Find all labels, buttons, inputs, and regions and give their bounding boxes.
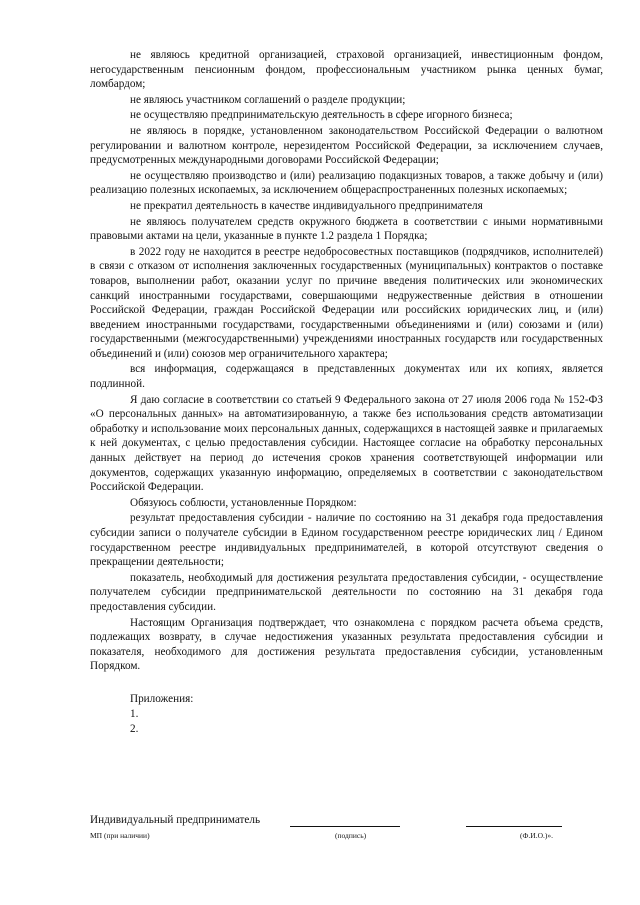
paragraph: вся информация, содержащаяся в представленных документах или их копиях, является подлинной. bbox=[90, 363, 603, 391]
fio-caption: (Ф.И.О.)». bbox=[520, 831, 554, 840]
signature-line bbox=[290, 826, 400, 827]
paragraph: не являюсь получателем средств окружного бюджета в соответствии с иными нормативными правовыми актами на цели, указанные в пункте 1.2 раздела 1 Порядка; bbox=[90, 215, 603, 243]
paragraph: не осуществляю предпринимательскую деятельность в сфере игорного бизнеса; bbox=[130, 109, 513, 122]
fio-line bbox=[466, 826, 562, 827]
paragraph: результат предоставления субсидии - наличие по состоянию на 31 декабря года предоставления субсидии записи о получателе субсидии в Едином государственном реестре юридических лиц / Едином государственном реестре индивидуальных предпринимателей, в которой отсутствуют сведения о прекращении деятельности; bbox=[90, 512, 603, 569]
attachments-title: Приложения: bbox=[130, 692, 194, 705]
paragraph: не являюсь кредитной организацией, страховой организацией, инвестиционным фондом, негосударственным пенсионным фондом, профессиональным участником рынка ценных бумаг, ломбардом; bbox=[90, 49, 603, 91]
paragraph: не являюсь в порядке, установленном законодательством Российской Федерации о валютном регулировании и валютном контроле, нерезидентом Российской Федерации, за исключением случаев, предусмотренных международными договорами Российской Федерации; bbox=[90, 124, 603, 167]
attachment-item: 1. bbox=[130, 707, 139, 720]
paragraph: в 2022 году не находится в реестре недобросовестных поставщиков (подрядчиков, исполнителей) в связи с отказом от исполнения заключенных государственных (муниципальных) контрактов о поставке товаров, выполнении работ, оказании услуг по причине введения политических или экономических санкций иностранными государствами, совершающими недружественные действия в отношении Российской Федерации, граждан Российской Федерации или российских юридических лиц, и (или) введением иностранными государствами, государственными объединениями и (или) союзами и (или) государственными (межгосударственными) учреждениями иностранных государств или государственных объединений и (или) союзов мер ограничительного характера; bbox=[90, 245, 603, 360]
paragraph: не прекратил деятельность в качестве индивидуального предпринимателя bbox=[130, 199, 483, 212]
attachment-item: 2. bbox=[130, 722, 139, 735]
paragraph: показатель, необходимый для достижения результата предоставления субсидии, - осуществление получателем субсидии предпринимательской деятельности по состоянию на 31 декабря года предоставления субсидии. bbox=[90, 571, 603, 613]
paragraph: не осуществляю производство и (или) реализацию подакцизных товаров, а также добычу и (или) реализацию полезных ископаемых, за исключением общераспространенных полезных ископаемых; bbox=[90, 169, 603, 197]
paragraph: Я даю согласие в соответствии со статьей 9 Федерального закона от 27 июля 2006 года № 152-ФЗ «О персональных данных» на автоматизированную, а также без использования средств автоматизации обработку и использование моих персональных данных, содержащихся в настоящей заявке и прилагаемых к ней документах, с целью предоставления субсидии. Настоящее согласие на обработку персональных данных действует на период до истечения сроков хранения соответствующей информации или документов, содержащих указанную информацию, определяемых в соответствии с законодательством Российской Федерации. bbox=[90, 393, 603, 494]
document-body bbox=[90, 48, 603, 737]
signature-block bbox=[90, 814, 603, 840]
attachments-section bbox=[90, 692, 603, 737]
paragraph: не являюсь участником соглашений о разделе продукции; bbox=[130, 93, 406, 106]
mp-caption: МП (при наличии) bbox=[90, 831, 150, 840]
signature-label: Индивидуальный предприниматель bbox=[90, 814, 261, 826]
signature-caption: (подпись) bbox=[335, 831, 367, 840]
paragraph: Настоящим Организация подтверждает, что ознакомлена с порядком расчета объема средств, подлежащих возврату, в случае недостижения указанных результата предоставления субсидии и показателя, необходимого для достижения результата предоставления субсидии, установленным Порядком. bbox=[90, 616, 603, 673]
paragraph: Обязуюсь соблюсти, установленные Порядком: bbox=[130, 496, 357, 509]
